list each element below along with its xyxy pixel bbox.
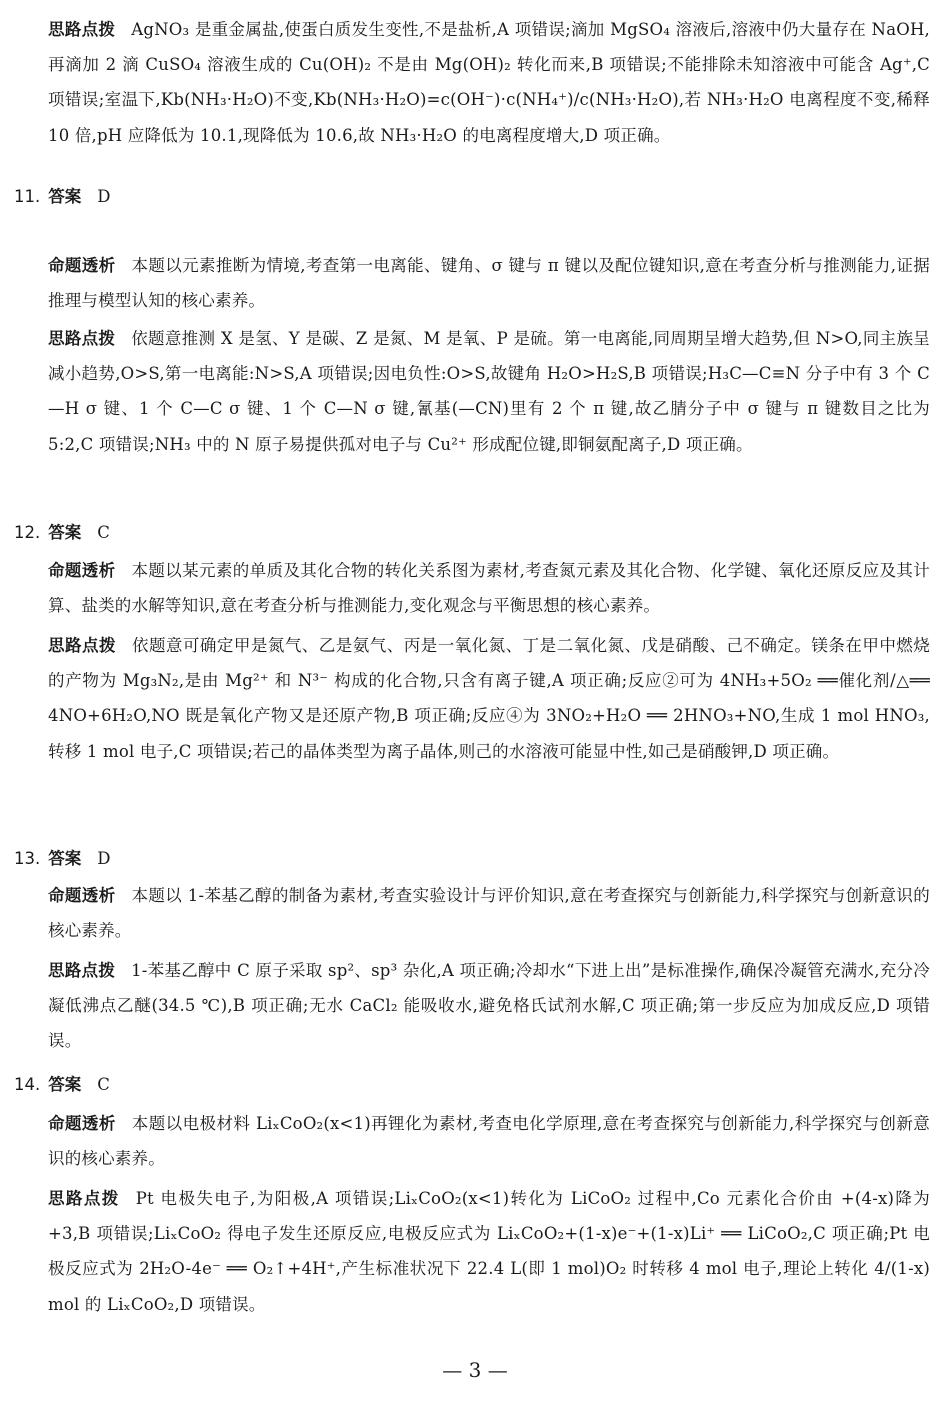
intro-hint-paragraph [48,12,930,153]
answer-value: C [97,1075,110,1094]
question-number: 12. [14,523,41,542]
question-13-answer [14,844,110,874]
analysis-label: 命题透析 [48,1114,116,1133]
hint-label: 思路点拨 [48,961,116,980]
analysis-text: 本题以元素推断为情境,考查第一电离能、键角、σ 键与 π 键以及配位键知识,意在考查分析与推测能力,证据推理与模型认知的核心素养。 [48,256,930,311]
hint-text: 1-苯基乙醇中 C 原子采取 sp²、sp³ 杂化,A 项正确;冷却水“下进上出”是标准操作,确保冷凝管充满水,充分冷凝低沸点乙醚(34.5 ℃),B 项正确;无水 CaCl₂ 能吸收水,避免格氏试剂水解,C 项正确;第一步反应为加成反应,D 项错误。 [48,961,930,1051]
hint-text: AgNO₃ 是重金属盐,使蛋白质发生变性,不是盐析,A 项错误;滴加 MgSO₄ 溶液后,溶液中仍大量存在 NaOH,再滴加 2 滴 CuSO₄ 溶液生成的 Cu(OH)₂ 不是由 Mg(OH)₂ 转化而来,B 项错误;不能排除未知溶液中可能含 Ag⁺,C 项错误;室温下,Kb(NH₃·H₂O)不变,Kb(NH₃·H₂O)=c(OH⁻)·c(NH₄⁺)/c(NH₃·H₂O),若 NH₃·H₂O 电离程度不变,稀释 10 倍,pH 应降低为 10.1,现降低为 10.6,故 NH₃·H₂O 的电离程度增大,D 项正确。 [48,20,930,145]
hint-text: Pt 电极失电子,为阳极,A 项错误;LiₓCoO₂(x<1)转化为 LiCoO₂ 过程中,Co 元素化合价由 +(4-x)降为 +3,B 项错误;LiₓCoO₂ 得电子发生还原反应,电极反应式为 LiₓCoO₂+(1-x)e⁻+(1-x)Li⁺ ══ LiCoO₂,C 项正确;Pt 电极反应式为 2H₂O-4e⁻ ══ O₂↑+4H⁺,产生标准状况下 22.4 L(即 1 mol)O₂ 时转移 4 mol 电子,理论上转化 4/(1-x) mol 的 LiₓCoO₂,D 项错误。 [48,1189,930,1314]
hint-label: 思路点拨 [48,329,116,348]
question-13-analysis [48,878,930,948]
analysis-label: 命题透析 [48,561,116,580]
question-12-analysis [48,553,930,623]
answer-value: D [97,849,111,868]
question-12-hint [48,628,930,769]
question-number: 13. [14,849,41,868]
answer-label: 答案 [48,187,82,206]
hint-text: 依题意推测 X 是氢、Y 是碳、Z 是氮、M 是氧、P 是硫。第一电离能,同周期呈增大趋势,但 N>O,同主族呈减小趋势,O>S,第一电离能:N>S,A 项错误;因电负性:O>S,故键角 H₂O>H₂S,B 项错误;H₃C—C≡N 分子中有 3 个 C—H σ 键、1 个 C—C σ 键、1 个 C—N σ 键,氰基(—CN)里有 2 个 π 键,故乙腈分子中 σ 键与 π 键数目之比为 5:2,C 项错误;NH₃ 中的 N 原子易提供孤对电子与 Cu²⁺ 形成配位键,即铜氨配离子,D 项正确。 [48,329,930,454]
analysis-text: 本题以 1-苯基乙醇的制备为素材,考查实验设计与评价知识,意在考查探究与创新能力,科学探究与创新意识的核心素养。 [48,886,930,941]
answer-label: 答案 [48,849,82,868]
hint-label: 思路点拨 [48,636,116,655]
hint-label: 思路点拨 [48,20,116,39]
question-number: 11. [14,187,41,206]
hint-text: 依题意可确定甲是氮气、乙是氨气、丙是一氧化氮、丁是二氧化氮、戊是硝酸、己不确定。镁条在甲中燃烧的产物为 Mg₃N₂,是由 Mg²⁺ 和 N³⁻ 构成的化合物,只含有离子键,A 项正确;反应②可为 4NH₃+5O₂ ══催化剂/△══ 4NO+6H₂O,NO 既是氧化产物又是还原产物,B 项正确;反应④为 3NO₂+H₂O ══ 2HNO₃+NO,生成 1 mol HNO₃,转移 1 mol 电子,C 项错误;若己的晶体类型为离子晶体,则己的水溶液可能显中性,如己是硝酸钾,D 项正确。 [48,636,930,761]
question-14-hint [48,1181,930,1322]
question-14-answer [14,1070,110,1100]
hint-label: 思路点拨 [48,1189,120,1208]
analysis-text: 本题以某元素的单质及其化合物的转化关系图为素材,考查氮元素及其化合物、化学键、氧化还原反应及其计算、盐类的水解等知识,意在考查分析与推测能力,变化观念与平衡思想的核心素养。 [48,561,930,616]
question-11-hint [48,321,930,462]
analysis-label: 命题透析 [48,256,116,275]
question-11-analysis [48,248,930,318]
question-11-answer [14,182,110,212]
analysis-text: 本题以电极材料 LiₓCoO₂(x<1)再锂化为素材,考查电化学原理,意在考查探究与创新能力,科学探究与创新意识的核心素养。 [48,1114,930,1169]
answer-label: 答案 [48,523,82,542]
answer-value: C [97,523,110,542]
question-number: 14. [14,1075,41,1094]
page-number: — 3 — [442,1358,508,1382]
question-14-analysis [48,1106,930,1176]
question-13-hint [48,953,930,1059]
analysis-label: 命题透析 [48,886,116,905]
answer-label: 答案 [48,1075,82,1094]
question-12-answer [14,518,110,548]
answer-value: D [97,187,111,206]
